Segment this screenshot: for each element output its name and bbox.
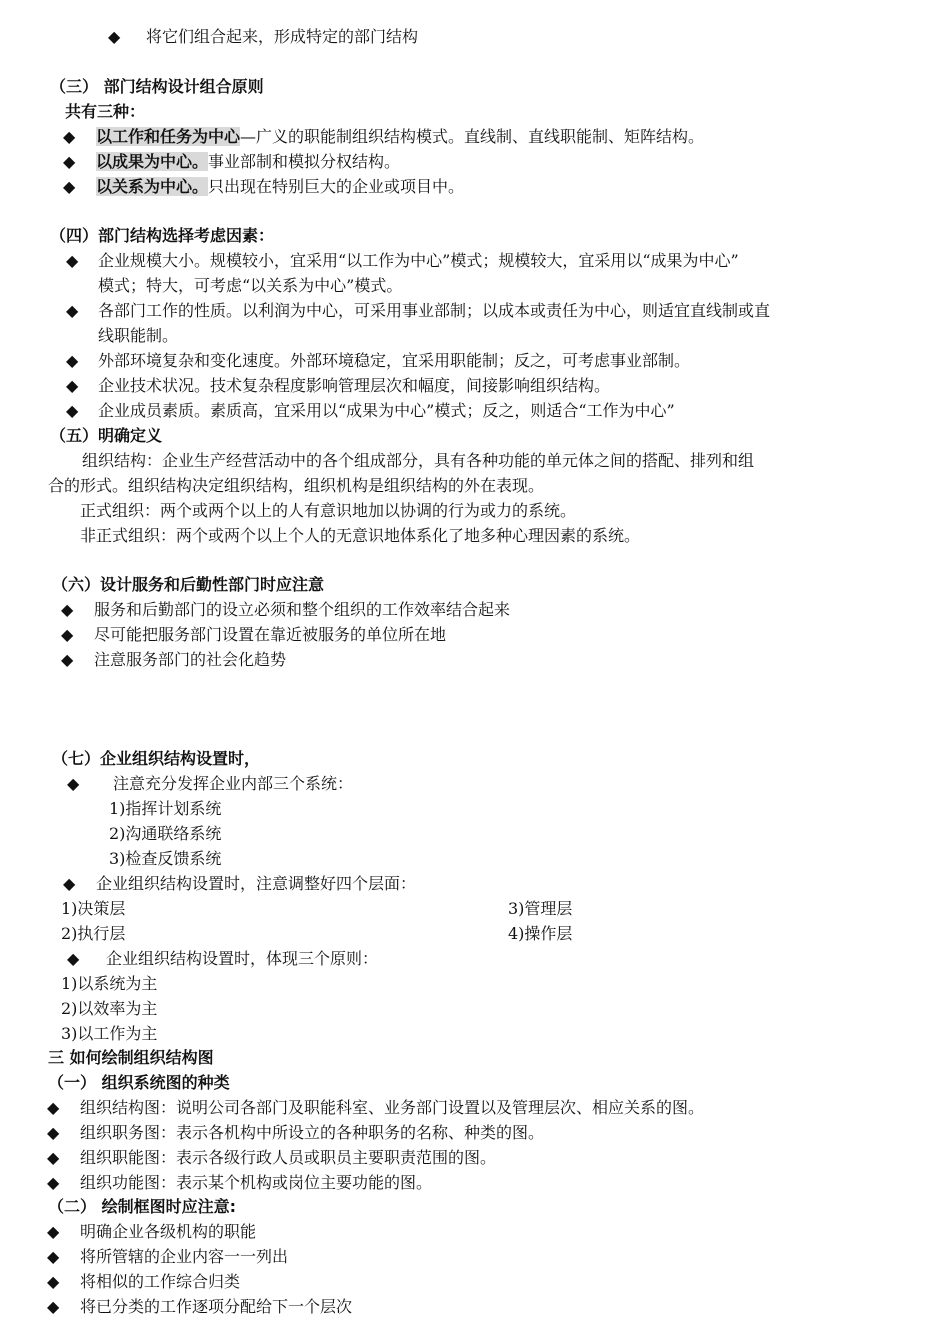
bullet-icon: ◆	[47, 1272, 60, 1291]
list-item: 服务和后勤部门的设立必须和整个组织的工作效率结合起来	[94, 600, 511, 619]
bullet-icon: ◆	[47, 1098, 60, 1117]
sub-item: 1)以系统为主	[61, 974, 158, 993]
list-item: 以工作和任务为中心—广义的职能制组织结构模式。直线制、直线职能制、矩阵结构。	[96, 127, 705, 146]
sub-item: 1)决策层	[61, 899, 126, 918]
section-heading-5: （五）明确定义	[50, 426, 163, 445]
bullet-icon: ◆	[61, 650, 74, 669]
paragraph: 非正式组织：两个或两个以上个人的无意识地体系化了地多种心理因素的系统。	[80, 526, 641, 545]
list-item: 组织职务图：表示各机构中所设立的各种职务的名称、种类的图。	[80, 1123, 545, 1142]
section-heading: （一） 组织系统图的种类	[48, 1073, 230, 1092]
bullet-icon: ◆	[63, 177, 76, 196]
list-item: 企业组织结构设置时，体现三个原则：	[106, 949, 379, 968]
section-heading-3: （三） 部门结构设计组合原则	[50, 77, 264, 96]
section-heading: （二） 绘制框图时应注意:	[48, 1197, 236, 1216]
bullet-icon: ◆	[47, 1247, 60, 1266]
highlighted-term: 以关系为中心。	[96, 177, 209, 196]
list-item: 企业技术状况。技术复杂程度影响管理层次和幅度，间接影响组织结构。	[98, 376, 611, 395]
sub-item: 4)操作层	[508, 924, 573, 943]
paragraph: 组织结构：企业生产经营活动中的各个组成部分，具有各种功能的单元体之间的搭配、排列和组	[82, 451, 755, 470]
sub-item: 2)以效率为主	[61, 999, 158, 1018]
sub-item: 3)检查反馈系统	[109, 849, 222, 868]
list-item: 以关系为中心。只出现在特别巨大的企业或项目中。	[96, 177, 465, 196]
bullet-icon: ◆	[66, 301, 79, 320]
list-item: 企业成员素质。素质高，宜采用以“成果为中心”模式；反之，则适合“工作为中心”	[98, 401, 675, 420]
list-item: 将已分类的工作逐项分配给下一个层次	[80, 1297, 353, 1316]
list-item: 外部环境复杂和变化速度。外部环境稳定，宜采用职能制；反之，可考虑事业部制。	[98, 351, 691, 370]
bullet-icon: ◆	[63, 874, 76, 893]
list-item: 组织职能图：表示各级行政人员或职员主要职责范围的图。	[80, 1148, 497, 1167]
bullet-icon: ◆	[47, 1148, 60, 1167]
sub-item: 2)执行层	[61, 924, 126, 943]
paragraph: 正式组织：两个或两个以上的人有意识地加以协调的行为或力的系统。	[80, 501, 577, 520]
bullet-icon: ◆	[47, 1173, 60, 1192]
bullet-icon: ◆	[61, 625, 74, 644]
sub-item: 1)指挥计划系统	[109, 799, 222, 818]
bullet-icon: ◆	[47, 1222, 60, 1241]
bullet-icon: ◆	[67, 774, 80, 793]
list-item: 尽可能把服务部门设置在靠近被服务的单位所在地	[94, 625, 447, 644]
highlighted-term: 以成果为中心。	[96, 152, 209, 171]
bullet-icon: ◆	[66, 351, 79, 370]
section-subheading: 共有三种：	[65, 102, 146, 121]
bullet-icon: ◆	[47, 1297, 60, 1316]
list-item: 注意充分发挥企业内部三个系统：	[113, 774, 354, 793]
bullet-icon: ◆	[61, 600, 74, 619]
list-item: 企业组织结构设置时，注意调整好四个层面：	[96, 874, 417, 893]
list-item: 注意服务部门的社会化趋势	[94, 650, 287, 669]
list-item-continued: 线职能制。	[98, 326, 179, 345]
list-item: 企业规模大小。规模较小，宜采用“以工作为中心”模式；规模较大，宜采用以“成果为中心”	[98, 251, 739, 270]
list-item: 将所管辖的企业内容一一列出	[80, 1247, 289, 1266]
section-heading-4: （四）部门结构选择考虑因素：	[50, 226, 275, 245]
list-item: 组织功能图：表示某个机构或岗位主要功能的图。	[80, 1173, 433, 1192]
bullet-icon: ◆	[63, 152, 76, 171]
sub-item: 3)以工作为主	[61, 1024, 158, 1043]
highlighted-term: 以工作和任务为中心	[96, 127, 241, 146]
part-heading: 三 如何绘制组织结构图	[48, 1048, 214, 1067]
bullet-icon: ◆	[63, 127, 76, 146]
bullet-icon: ◆	[108, 27, 121, 46]
section-heading-7: （七）企业组织结构设置时，	[52, 749, 261, 768]
bullet-icon: ◆	[66, 376, 79, 395]
list-item: 将相似的工作综合归类	[80, 1272, 241, 1291]
list-item: 明确企业各级机构的职能	[80, 1222, 257, 1241]
bullet-icon: ◆	[47, 1123, 60, 1142]
section-heading-6: （六）设计服务和后勤性部门时应注意	[52, 575, 325, 594]
list-item: 各部门工作的性质。以利润为中心，可采用事业部制；以成本或责任为中心，则适宜直线制或直	[98, 301, 771, 320]
bullet-icon: ◆	[66, 401, 79, 420]
list-item: 以成果为中心。事业部制和模拟分权结构。	[96, 152, 401, 171]
list-item: 将它们组合起来，形成特定的部门结构	[146, 27, 419, 46]
list-item-continued: 模式；特大，可考虑“以关系为中心”模式。	[98, 276, 403, 295]
list-item: 组织结构图：说明公司各部门及职能科室、业务部门设置以及管理层次、相应关系的图。	[80, 1098, 705, 1117]
bullet-icon: ◆	[67, 949, 80, 968]
sub-item: 2)沟通联络系统	[109, 824, 222, 843]
paragraph-continued: 合的形式。组织结构决定组织结构，组织机构是组织结构的外在表现。	[48, 476, 545, 495]
sub-item: 3)管理层	[508, 899, 573, 918]
bullet-icon: ◆	[66, 251, 79, 270]
